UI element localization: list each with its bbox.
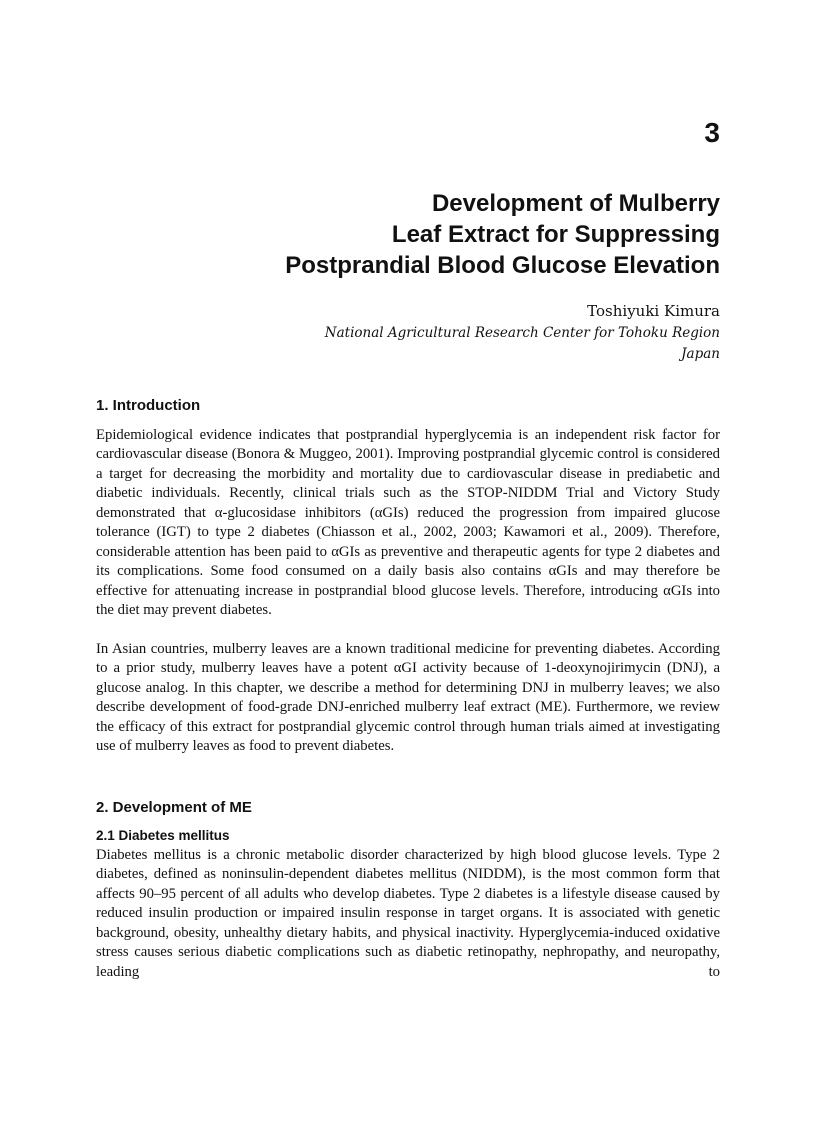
author-name: Toshiyuki Kimura [587, 302, 720, 320]
section-heading-introduction: 1. Introduction [96, 397, 201, 414]
section-heading-development: 2. Development of ME [96, 799, 252, 816]
intro-paragraph-2: In Asian countries, mulberry leaves are a known traditional medicine for preventing diabetes. According to a prior study, mulberry leaves have a potent αGI activity because of 1-deoxynojirimycin (DNJ), a glucose analog. In this chapter, we describe a method for determining DNJ in mulberry leaves; we also describe development of food-grade DNJ-enriched mulberry leaf extract (ME). Furthermore, we review the efficacy of this extract for postprandial glycemic control through human trials aimed at investigating use of mulberry leaves as food to prevent diabetes. [96, 641, 720, 755]
diabetes-paragraph: Diabetes mellitus is a chronic metabolic disorder characterized by high blood glucose levels. Type 2 diabetes, defined as noninsulin-dependent diabetes mellitus (NIDDM), is the most common form that affects 90–95 percent of all adults who develop diabetes. Type 2 diabetes is a lifestyle disease caused by reduced insulin production or impaired insulin response in target organs. It is associated with genetic background, obesity, unhealthy dietary habits, and physical inactivity. Hyperglycemia-induced oxidative stress causes serious diabetic complications such as diabetic retinopathy, nephropathy, and neuropathy, leading to [96, 847, 720, 980]
author-block [96, 301, 720, 366]
intro-paragraph-1: Epidemiological evidence indicates that postprandial hyperglycemia is an independent risk factor for cardiovascular disease (Bonora & Muggeo, 2001). Improving postprandial glycemic control is considered a target for decreasing the morbidity and mortality due to cardiovascular disease in prediabetic and diabetic individuals. Recently, clinical trials such as the STOP-NIDDM Trial and Victory Study demonstrated that α-glucosidase inhibitors (αGIs) reduced the progression from impaired glucose tolerance (IGT) to type 2 diabetes (Chiasson et al., 2002, 2003; Kawamori et al., 2009). Therefore, considerable attention has been paid to αGIs as preventive and therapeutic agents for type 2 diabetes and its complications. Some food consumed on a daily basis also contains αGIs and may therefore be effective for attenuating increase in postprandial blood glucose levels. Therefore, introducing αGIs into the diet may prevent diabetes. [96, 427, 720, 619]
subsection-heading-diabetes: 2.1 Diabetes mellitus [96, 828, 230, 843]
author-country: Japan [681, 346, 720, 362]
chapter-title [96, 188, 720, 281]
chapter-title-line: Leaf Extract for Suppressing [391, 221, 720, 248]
chapter-number: 3 [704, 117, 720, 148]
chapter-title-line: Postprandial Blood Glucose Elevation [285, 252, 720, 279]
author-affiliation: National Agricultural Research Center for Tohoku Region [324, 324, 720, 341]
chapter-title-line: Development of Mulberry [431, 190, 720, 217]
